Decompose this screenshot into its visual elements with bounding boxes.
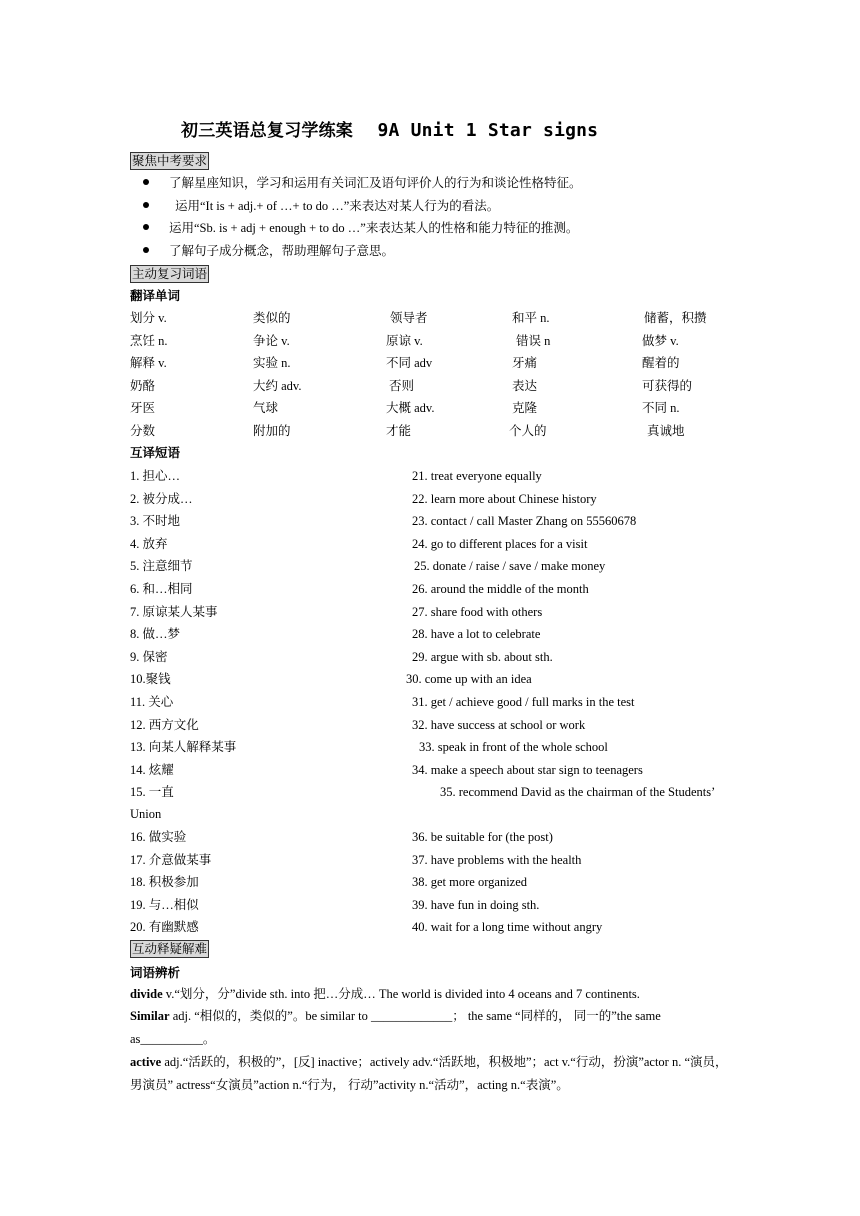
word-cell: 划分 v.: [130, 311, 167, 325]
similar-entry: [130, 1005, 732, 1050]
divide-word: divide: [130, 987, 163, 1001]
phrase-cn: 2. 被分成…: [130, 491, 193, 506]
phrase-en: 26. around the middle of the month: [412, 582, 589, 596]
word-cell: 否则: [389, 378, 415, 393]
phrases-heading: 互译短语: [130, 446, 181, 460]
word-cell: 原谅 v.: [386, 333, 423, 348]
word-cell: 做梦 v.: [642, 333, 679, 348]
title-chinese: 初三英语总复习学练案: [181, 121, 353, 141]
word-cell: 大约 adv.: [253, 378, 302, 393]
word-cell: 储蓄，积攒: [644, 311, 707, 325]
phrase-cn: 3. 不时地: [130, 514, 181, 529]
phrase-cn: 11. 关心: [130, 695, 174, 709]
phrase-en: 27. share food with others: [412, 604, 543, 619]
phrase-en: 29. argue with sb. about sth.: [412, 649, 553, 664]
phrase-cn: 16. 做实验: [130, 830, 187, 844]
phrase-en: 38. get more organized: [412, 875, 528, 890]
title-english: 9A Unit 1 Star signs: [377, 120, 599, 141]
word-cell: 可获得的: [642, 378, 693, 393]
word-cell: 领导者: [390, 311, 428, 325]
focus-bullet-1: 了解星座知识，学习和运用有关词汇及语句评价人的行为和谈论性格特征。: [169, 176, 582, 190]
analysis-heading: 词语辨析: [130, 966, 181, 980]
phrase-en: 36. be suitable for (the post): [412, 830, 553, 844]
similar-word: Similar: [130, 1009, 170, 1023]
phrase-cn: 19. 与…相似: [130, 897, 199, 912]
phrase-en-wrap: Union: [130, 807, 162, 821]
word-cell: 克隆: [512, 401, 538, 416]
phrase-en: 24. go to different places for a visit: [412, 536, 588, 551]
active-word: active: [130, 1055, 162, 1069]
word-cell: 醒着的: [642, 356, 680, 371]
phrase-en: 28. have a lot to celebrate: [412, 627, 541, 642]
phrase-en: 31. get / achieve good / full marks in the test: [412, 695, 635, 709]
active-text: adj.“活跃的，积极的”，[反] inactive；actively adv.“活跃地，积极地”；act v.“行动，扮演”actor n. “演员，男演员” actress“女演员”action n.“行为， 行动”activity n.“活动”，acting n.“表演”。: [130, 1055, 728, 1092]
words-heading: 翻译单词: [130, 289, 181, 303]
word-cell: 争论 v.: [253, 333, 290, 348]
phrase-en: 35. recommend David as the chairman of the Students’: [440, 785, 716, 800]
phrase-cn: 9. 保密: [130, 649, 168, 664]
bullet-dot: [143, 247, 149, 253]
phrase-cn: 4. 放弃: [130, 536, 168, 551]
phrase-en: 37. have problems with the health: [412, 852, 582, 867]
phrase-cn: 14. 炫耀: [130, 762, 174, 777]
similar-text: adj. “相似的，类似的”。be similar to _____________； the same “同样的， 同一的”the same as__________。: [130, 1009, 661, 1046]
phrase-cn: 17. 介意做某事: [130, 852, 212, 867]
focus-bullet-4: 了解句子成分概念，帮助理解句子意思。: [169, 244, 395, 258]
word-cell: 错误 n: [516, 333, 551, 348]
word-cell: 牙医: [130, 401, 156, 416]
phrase-en: 40. wait for a long time without angry: [412, 920, 603, 935]
phrase-en: 33. speak in front of the whole school: [419, 740, 608, 755]
phrase-en: 30. come up with an idea: [406, 672, 532, 687]
phrase-cn: 5. 注意细节: [130, 559, 193, 574]
phrase-en: 32. have success at school or work: [412, 717, 586, 732]
phrase-en: 23. contact / call Master Zhang on 55560678: [412, 514, 637, 529]
word-cell: 不同 n.: [642, 401, 680, 416]
word-cell: 真诚地: [647, 424, 685, 438]
bullet-dot: [143, 224, 149, 230]
word-cell: 类似的: [253, 311, 291, 325]
phrase-cn: 6. 和…相同: [130, 582, 193, 596]
word-cell: 分数: [130, 424, 156, 438]
section-review-label: 主动复习词语: [132, 267, 208, 281]
phrase-cn: 7. 原谅某人某事: [130, 604, 218, 619]
bullet-dot: [143, 202, 149, 208]
word-cell: 附加的: [253, 424, 291, 438]
phrase-cn: 10.聚钱: [130, 672, 171, 687]
word-cell: 不同 adv: [386, 356, 433, 371]
phrase-en: 34. make a speech about star sign to teenagers: [412, 762, 643, 777]
word-cell: 奶酪: [130, 378, 156, 393]
phrase-cn: 1. 担心…: [130, 469, 181, 483]
bullet-dot: [143, 179, 149, 185]
word-cell: 解释 v.: [130, 356, 167, 371]
word-cell: 气球: [253, 401, 279, 416]
phrase-cn: 15. 一直: [130, 785, 174, 800]
phrase-en: 21. treat everyone equally: [412, 469, 542, 483]
focus-bullet-2: 运用“It is + adj.+ of …+ to do …”来表达对某人行为的看法。: [175, 199, 500, 213]
word-cell: 烹饪 n.: [130, 333, 168, 348]
phrase-en: 25. donate / raise / save / make money: [414, 559, 606, 574]
phrase-cn: 18. 积极参加: [130, 875, 199, 890]
word-cell: 和平 n.: [512, 311, 550, 325]
word-cell: 实验 n.: [253, 356, 291, 371]
word-cell: 大概 adv.: [386, 401, 435, 416]
phrase-en: 39. have fun in doing sth.: [412, 897, 540, 912]
word-cell: 才能: [386, 424, 412, 438]
phrase-cn: 8. 做…梦: [130, 627, 181, 642]
phrase-en: 22. learn more about Chinese history: [412, 491, 597, 506]
word-cell: 牙痛: [512, 356, 538, 371]
page-title: [181, 116, 598, 141]
word-cell: 个人的: [509, 424, 547, 438]
phrase-cn: 12. 西方文化: [130, 717, 199, 732]
divide-entry: [130, 983, 732, 1006]
focus-bullet-3: 运用“Sb. is + adj + enough + to do …”来表达某人的性格和能力特征的推测。: [169, 221, 579, 235]
phrase-cn: 13. 向某人解释某事: [130, 740, 237, 755]
divide-text: v.“划分，分”divide sth. into 把…分成… The world is divided into 4 oceans and 7 continents.: [162, 987, 640, 1001]
section-focus-label: 聚焦中考要求: [132, 154, 208, 168]
active-entry: [130, 1051, 732, 1096]
section-interact-label: 互动释疑解难: [132, 942, 208, 956]
phrase-cn: 20. 有幽默感: [130, 920, 199, 935]
word-cell: 表达: [512, 378, 538, 393]
